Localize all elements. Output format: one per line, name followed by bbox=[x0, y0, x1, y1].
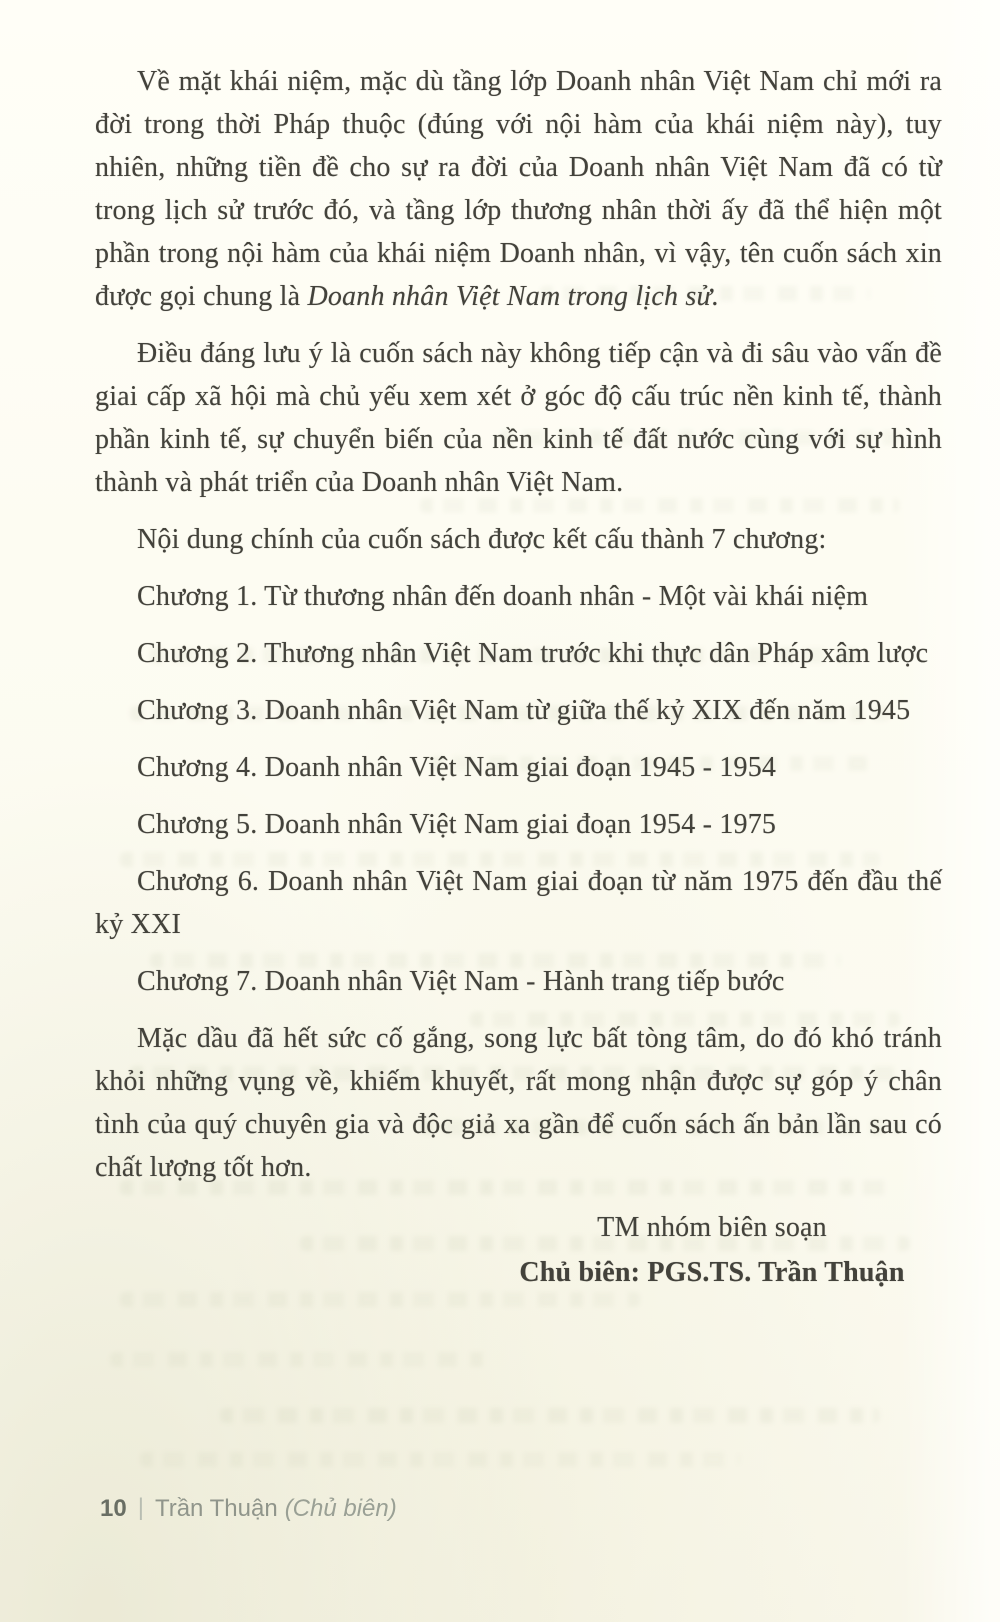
text-run: Chương 7. Doanh nhân Việt Nam - Hành trang tiếp bước bbox=[137, 966, 785, 997]
text-run: Chương 1. Từ thương nhân đến doanh nhân - Một vài khái niệm bbox=[137, 581, 869, 612]
footer-author bbox=[155, 1495, 397, 1523]
chapter-item bbox=[95, 575, 942, 618]
bleed-through-artifact bbox=[140, 1452, 740, 1467]
chapter-item bbox=[95, 960, 942, 1003]
text-run: Nội dung chính của cuốn sách được kết cấu thành 7 chương: bbox=[137, 524, 827, 555]
signature-on-behalf: TM nhóm biên soạn bbox=[597, 1212, 827, 1243]
chapter-item bbox=[95, 689, 942, 732]
chapter-item bbox=[95, 803, 942, 846]
page-number: 10 bbox=[100, 1495, 127, 1522]
text-run: Mặc dầu đã hết sức cố gắng, song lực bất tòng tâm, do đó khó tránh khỏi những vụng về, khiếm khuyết, rất mong nhận được sự góp ý chân tình của quý chuyên gia và độc giả xa gần để cuốn sách ấn bản lần sau có chất lượng tốt hơn. bbox=[95, 1023, 942, 1183]
chapter-item bbox=[95, 746, 942, 789]
footer-separator: | bbox=[137, 1494, 144, 1521]
italic-text-run: Doanh nhân Việt Nam trong lịch sử. bbox=[307, 281, 720, 312]
text-run: Chương 4. Doanh nhân Việt Nam giai đoạn 1945 - 1954 bbox=[137, 752, 777, 783]
text-run: Điều đáng lưu ý là cuốn sách này không tiếp cận và đi sâu vào vấn đề giai cấp xã hội mà chủ yếu xem xét ở góc độ cấu trúc nền kinh tế, thành phần kinh tế, sự chuyển biến của nền kinh tế đất nước cùng với sự hình thành và phát triển của Doanh nhân Việt Nam. bbox=[95, 338, 942, 498]
text-run: Chương 5. Doanh nhân Việt Nam giai đoạn 1954 - 1975 bbox=[137, 809, 777, 840]
bleed-through-artifact bbox=[220, 1408, 880, 1423]
page-footer bbox=[100, 1495, 397, 1523]
footer-author-name: Trần Thuận bbox=[154, 1495, 278, 1522]
text-run: Chương 2. Thương nhân Việt Nam trước khi thực dân Pháp xâm lược bbox=[137, 638, 929, 669]
footer-author-role: (Chủ biên) bbox=[284, 1495, 397, 1522]
chapter-item bbox=[95, 860, 942, 946]
text-run: Về mặt khái niệm, mặc dù tầng lớp Doanh nhân Việt Nam chỉ mới ra đời trong thời Pháp thuộc (đúng với nội hàm của khái niệm này), tuy nhiên, những tiền đề cho sự ra đời của Doanh nhân Việt Nam đã có từ trong lịch sử trước đó, và tầng lớp thương nhân thời ấy đã thể hiện một phần trong nội hàm của khái niệm Doanh nhân, vì vậy, tên cuốn sách xin được gọi chung là bbox=[95, 66, 942, 312]
page-content bbox=[95, 60, 942, 1295]
signature-editor-name: Chủ biên: PGS.TS. Trần Thuận bbox=[519, 1257, 905, 1288]
paragraph bbox=[95, 60, 942, 318]
text-run: Chương 3. Doanh nhân Việt Nam từ giữa thế kỷ XIX đến năm 1945 bbox=[137, 695, 911, 726]
signature-block bbox=[482, 1205, 942, 1295]
paragraph bbox=[95, 332, 942, 504]
bleed-through-artifact bbox=[110, 1352, 490, 1367]
paragraph bbox=[95, 518, 942, 561]
paragraph bbox=[95, 1017, 942, 1189]
chapter-item bbox=[95, 632, 942, 675]
text-run: Chương 6. Doanh nhân Việt Nam giai đoạn từ năm 1975 đến đầu thế kỷ XXI bbox=[95, 866, 942, 940]
